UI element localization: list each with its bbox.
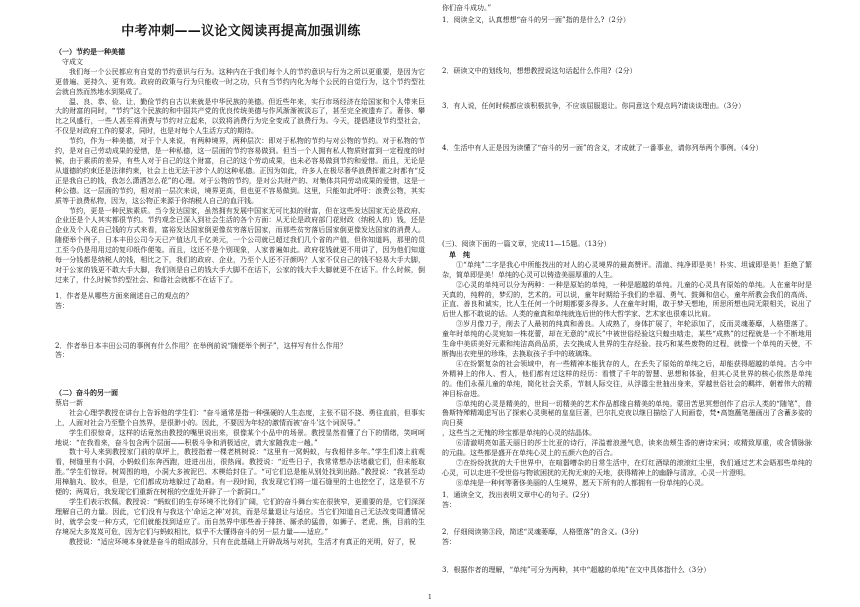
section3-heading: 单 纯 <box>449 250 470 259</box>
section2-paragraph-4: 学生们表示钦佩。教授说：“蚂蚁们的生存环境不比你们广阔，它们的奋斗舞台实在很狭窄，更重要的是，它们深深理解自己的力量。因此，它们没有与我这个‘命运之神’对抗，而是尽量退让与适应。当它们知道自己无法改变周遭情况时，就学会变一种方式，它们就能找到适应了。而自然界中那些善于排挤、厮杀的猛兽，如狮子、老虎、熊，目前的生存境况大多岌岌可危，因为它们与蚂蚁相比，似乎不大懂得奋斗的另一层力量——适应。” <box>55 497 425 536</box>
section3-paragraph-4: ④在纷繁复杂的社会领域中，有一些精神本能犹存的人，在丢失了原始的单纯之后，却能获得超越的单纯。古今中外精神上的伟人、哲人，他们都有过这样的经历：看惯了千年的智慧、思想和体验，但其心灵世界的核心依然是单纯的。他们永葆儿童的单纯，简化社会关系，节制人际交往，从浮嚣尘世抽出身来，穿越世俗社会的羁绊，朝着伟大的精神目标奋进。 <box>442 359 812 398</box>
section2-paragraph-2: 学生们很惊奇，这样的话竟然由教授的嘴里说出来，很像某个小品中的场景。教授显然看懂了台下的情绪，笑呵呵地说：“在我看来，奋斗包含两个层面——积极斗争和消极适应，请大家随我走一趟。” <box>55 428 425 447</box>
section1-paragraph-3: 节约，作为一种美德，对于个人来说，有两种境界，两种层次：即对于私物的节约与对公物的节约。对于私物的节约，是对自己劳动成果的爱惜，是一种私德，这一层面的节约容易做到。但当一个人拥有私人物质财富到一定程度的时候，由于素质的差异，有些人对于自己的这个财富，自己的这个劳动成果，也未必容易做到节约和爱惜。而且，无论是从道德的约束还是法律约束，社会上也无法干涉个人的这种私德。正因为如此，许多人在极尽奢华浪费挥霍之时都有“反正是我自己的钱，我怎么潇洒怎么花”的心理。对于公物的节约，是对公共财产的、对集体共同劳动成果的爱惜，这是一种公德。这一层面的节约，相对前一层次来说，境界更高，但也更不容易做到。这里，只能如此呼吁：浪费公物，其实质等于浪费私物，因为，这公物正来源于你纳税人自己的血汗钱。 <box>55 137 425 205</box>
section2-author: 蔡启一新 <box>55 398 83 407</box>
section2-paragraph-3: 数十号人来到教授家门前的草坪上，教授指着一棵老桃树说：“这里有一窝蚂蚁，与我相伴多年。”学生们凑上前观看，树缝里有小洞，小蚂蚁们东奔西跑，进进出出，很热闹。教授说：“近些日子，我常常想办法堵截它们，但未能取胜。”学生们惊讶。树周围的地，小洞大多被泥巴、木楔给封住了。“可它们总是能从别处找到出路。”教授说：“我甚至动用樟脑丸、胶水，但是，它们都成功地躲过了劫难。有一段时间，我发现它们将一道石缝里的土也挖空了，这是很不方便的；两周后，我发现它们重新在树根的空虚处开辟了一个新洞口。” <box>55 448 425 497</box>
section3-paragraph-2: ②心灵的单纯可以分为两种：一种是原始的单纯，一种是超越的单纯。儿童的心灵具有原始的单纯。人在童年时是天真的，纯粹的，梦幻的，艺术的。可以说，童年时期给予我们的幸福、勇气、鼓舞和信心，童年所教会我们的高尚、正直、善良和诚实，比人生任何一个时期都要多得多。人在童年时期，敢于梦天想地，所思所想也同无限相关，说出了后世人都不敢说的话。人类的童真和单纯就连后世的伟大哲学家、艺术家也很难以比肩。 <box>442 280 812 319</box>
section3-paragraph-5: ⑤单纯的心灵是精美的，世间一切精美的艺术作品都缘自精美的单纯。蒙田苦思冥想创作了启示人类的“随笔”，普鲁斯特殚精竭虑写出了探索心灵奥秘的皇皇巨著，巴尔扎克夜以继日描绘了人间画卷，梵•高饱蘸笔墨画出了含蓄多姿的向日葵 <box>442 399 812 428</box>
section2 <box>55 389 425 548</box>
section3-paragraph-6: ⑥清澈明亮如蓝天丽日的莎士比亚的诗行，洋溢着浪漫气息，读来齿颊生香的唐诗宋词；或精致厚重，或含情脉脉的元曲。这些都是盛开在单纯心灵上的五颜六色的百合。 <box>442 439 812 458</box>
section3-paragraph-1: ①“单纯”二字是我心中所能找出的对人的心灵境界的最高赞评。清澈、纯净即是美！朴实、坦诚即是美！拒绝了繁杂，简单即是美！单纯的心灵可以铸造美丽厚重的人生。 <box>442 260 812 279</box>
section1-answer-label-2: 答： <box>55 351 69 360</box>
section1 <box>55 48 425 361</box>
section2-paragraph-1: 社会心理学教授在讲台上告诉他的学生们：“奋斗通常是指一种强硬的人生态度，主张不屈不挠、勇往直前，但事实上，人面对社会乃至整个自然界，是很渺小的。因此，不要因为年轻的激情而被‘奋斗’这个词误导。” <box>55 408 425 427</box>
section1-author: 守成文 <box>62 57 83 66</box>
section2-question-4: 4．生活中有人正是因为读懂了“奋斗的另一面”的含义，才成就了一番事业，请你列举两个事例。（4分） <box>442 144 763 152</box>
section3-paragraph-7: ⑦在纷纷扰扰的大千世界中，在喧嚣嘈杂的日常生活中，在灯红酒绿的滚滚红尘里，我们通过艺术会晤那些单纯的心灵，可以走进不受世俗与物欲困扰的无拘无束的天地，获得精神上的幽静与清凉，心灵一片澄明。 <box>442 458 812 477</box>
section3-question-1: 1．通读全文，找出表明文章中心的句子。(2分) <box>442 490 590 499</box>
page-title: 中考冲刺——议论文阅读再提高加强训练 <box>121 24 361 39</box>
section3-paragraph-3: ③岁月像刀子，削去了人最初的纯真和善良。人成熟了，身体扩展了，年轮添加了，反而灵魂萎靡，人格堕落了。童年时单纯的心灵宛如一株花蕾，却在无意的“成长”中被世俗经验这只蝗虫啮走，某些“成熟”的过程就是一个不断地用生命中美质美好元素和纯洁高尚品质，去交换成人世界的生存经验、技巧和某些废物的过程，就像一个单纯的天使，不断掏出衣兜里的珍珠，去换取孩子手中的玻璃珠。 <box>442 320 812 358</box>
section3-answer-label-2: 答： <box>442 538 456 547</box>
section2-heading: （二）奋斗的另一面 <box>55 389 118 397</box>
section3-answer-label-1: 答： <box>442 500 456 509</box>
section2-question-2: 2．研读文中的划线句，想想教授说这句话起什么作用?（2分） <box>442 67 637 75</box>
section3-paragraph-5-continuation: ，这些当之无愧的珍宝都是单纯的心灵的结晶体。 <box>442 429 596 438</box>
section1-question-2: 2．作者举日本丰田公司的事例有什么作用？在举例前说“随便举个例子”，这样写有什么作用？ <box>55 341 347 350</box>
section2-questions <box>442 4 812 154</box>
section3-intro: (三)、阅读下面的一篇文章，完成11—15题。（13分） <box>442 240 611 248</box>
section1-answer-label-1: 答： <box>55 301 69 310</box>
section3-paragraph-8: ⑧单纯是一种何等奢侈美丽的人生境界，愿天下所有的人都拥有一份单纯的心灵。 <box>456 478 708 487</box>
section3 <box>442 240 812 576</box>
section2-question-1: 1．阅读全文，认真想想“奋斗的另一面”指的是什么?（2分） <box>442 16 630 24</box>
page-number: 1 <box>428 594 432 601</box>
section2-continuation: 你们奋斗成功。” <box>442 4 492 12</box>
section3-question-3: 3．根据作者的理解，“单纯”可分为两种，其中“超越的单纯”在文中具体指什么（3分） <box>442 566 711 575</box>
section1-paragraph-2: 温、良、恭、俭、让，勤俭节约自古以来就是中华民族的美德。但近些年来，实行市场经济在给国家和个人带来巨大的财富的同时，“节约”这个民族的和中国共产党的优良传统美德与作风渐渐被淡忘了，甚至完全被遗弃了。奢侈、攀比之风盛行，一些人甚至将消费与节约对立起来，以致将消费行为完全变成了浪费行为。今天，提倡建设节约型社会，不仅是对政府工作的要求，同时，也是对每个人生活方式的期待。 <box>55 97 425 136</box>
section3-question-2: 2．仔细阅读第③段，简述“灵魂萎靡，人格堕落”的含义。(3分) <box>442 528 639 537</box>
section1-paragraph-4: 节约，更是一种民族素质。当今发达国家，虽然拥有发展中国家无可比拟的财富，但在这些发达国家无论是政府、企业还是个人其实都很节约。节约观念已深入到社会生活的各个方面：从无论是政府部门花财政（纳税人的）钱，还是企业及个人花自己钱的方式来看，富裕发达国家倒更像贫穷落后国家，而那些贫穷落后国家倒更像发达国家的消费人。随便举个例子，日本丰田公司今天已产值达几千亿美元，一个公司就已超过我们几个省的产值，但你知道吗，那里的员工至今仍是用用过的复印纸作便笺。而且，这还不是个别现象，人家普遍如此。政府花钱就更不用讲了，因为他们知道每一分钱都是纳税人的钱，相比之下，我们的政府、企业，乃至个人还不汗颜吗？人家不仅自己的钱不轻易大手大脚，对于公家的钱更不敢大手大脚，我们则是自己的钱大手大脚不在话下，公家的钱大手大脚就更不在话下。什么时候，倒过来了，什么时候节约型社会、和谐社会就都不在话下了。 <box>55 206 425 284</box>
section1-heading: （一）节约是一种美德 <box>55 48 125 56</box>
section2-paragraph-5: 教授说：“适应环境本身就是奋斗的组成部分，只有在此基础上开辟战场与对抗，生活才有真正的光明，好了，祝 <box>69 537 416 546</box>
section1-question-1: 1．作者是从哪些方面来阐述自己的观点的？ <box>55 291 193 300</box>
section1-paragraph-1: 我们每一个公民都应有自觉的节约意识与行为。这种内在于我们每个人的节约意识与行为之所以更重要，是因为它更普遍、更持久、更有效。政府的政策与行为只能收一时之功，只有当节约内化为每个公民的自觉行为，这个节约型社会就自然而然地水到渠成了。 <box>55 67 425 96</box>
section2-question-3: 3．有人说，任何时候都应该积极抗争，不应该屈服退让。你同意这个观点吗?请谈谈理由。（3分） <box>442 102 746 110</box>
